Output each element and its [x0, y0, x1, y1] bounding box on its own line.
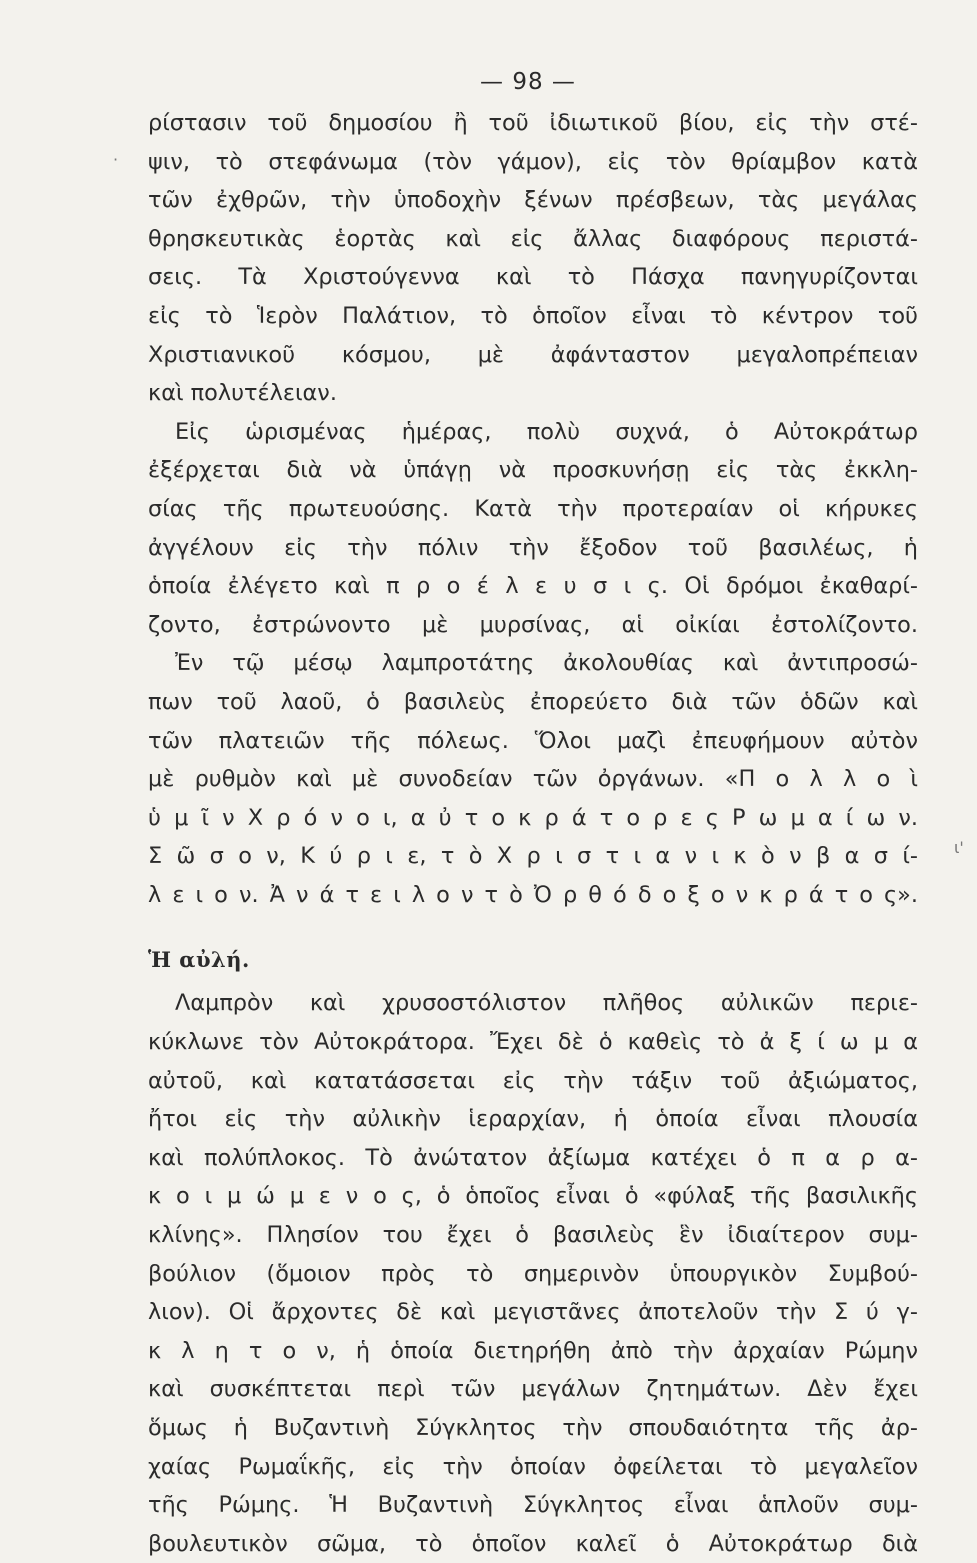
text-line: σίας τῆς πρωτευούσης. Κατὰ τὴν προτεραίαν οἱ κήρυκες	[148, 495, 918, 522]
section-gap	[148, 914, 918, 940]
text-line: Λαμπρὸν καὶ χρυσοστόλιστον πλῆθος αὐλικῶν περιε-	[175, 990, 918, 1017]
text-line: χαίας Ρωμαΐκῆς, εἰς τὴν ὁποίαν ὀφείλεται τὸ μεγαλεῖον	[148, 1453, 918, 1480]
margin-mark-right: ι'	[954, 838, 964, 857]
text-line: καὶ πολυτέλειαν.	[148, 380, 337, 407]
section-heading: Ἡ αὐλή.	[148, 947, 250, 973]
text-line: ὑ μ ῖ ν Χ ρ ό ν ο ι, α ὐ τ ο κ ρ ά τ ο ρ ε ς Ρ ω μ α ί ω ν.	[148, 804, 918, 831]
text-line: ζοντο, ἐστρώνοντο μὲ μυρσίνας, αἱ οἰκίαι ἐστολίζοντο.	[148, 611, 918, 638]
text-line: εἰς τὸ Ἱερὸν Παλάτιον, τὸ ὁποῖον εἶναι τὸ κέντρον τοῦ	[148, 302, 918, 329]
text-line: σεις. Τὰ Χριστούγεννα καὶ τὸ Πάσχα πανηγυρίζονται	[148, 264, 918, 291]
text-line: τῆς Ρώμης. Ἡ Βυζαντινὴ Σύγκλητος εἶναι ἁπλοῦν συμ-	[148, 1492, 918, 1519]
text-line: ἤτοι εἰς τὴν αὐλικὴν ἱεραρχίαν, ἡ ὁποία εἶναι πλουσία	[148, 1106, 918, 1133]
text-line: κ ο ι μ ώ μ ε ν ο ς, ὁ ὁποῖος εἶναι ὁ «φύλαξ τῆς βασιλικῆς	[148, 1183, 918, 1210]
text-line: ἀγγέλουν εἰς τὴν πόλιν τὴν ἔξοδον τοῦ βασιλέως, ἡ	[148, 534, 918, 561]
text-line: ὁποία ἐλέγετο καὶ π ρ ο έ λ ε υ σ ι ς. Οἱ δρόμοι ἐκαθαρί-	[148, 573, 918, 600]
text-line: τῶν πλατειῶν τῆς πόλεως. Ὅλοι μαζὶ ἐπευφήμουν αὐτὸν	[148, 727, 918, 754]
text-line: ψιν, τὸ στεφάνωμα (τὸν γάμον), εἰς τὸν θρίαμβον κατὰ	[148, 148, 918, 175]
paragraph-2	[148, 413, 918, 645]
page-number: — 98 —	[480, 69, 576, 95]
text-line: Ἐν τῷ μέσῳ λαμπροτάτης ἀκολουθίας καὶ ἀντιπροσώ-	[175, 650, 918, 677]
text-line: μὲ ρυθμὸν καὶ μὲ συνοδείαν τῶν ὀργάνων. «Π ο λ λ ο ὶ	[148, 766, 918, 793]
text-line: αὐτοῦ, καὶ κατατάσσεται εἰς τὴν τάξιν τοῦ ἀξιώματος,	[148, 1067, 918, 1094]
text-line: καὶ πολύπλοκος. Τὸ ἀνώτατον ἀξίωμα κατέχει ὁ π α ρ α-	[148, 1144, 918, 1171]
text-line: κλίνης». Πλησίον του ἔχει ὁ βασιλεὺς ἓν ἰδιαίτερον συμ-	[148, 1222, 918, 1249]
paragraph-3	[148, 644, 918, 914]
text-line: τῶν ἐχθρῶν, τὴν ὑποδοχὴν ξένων πρέσβεων, τὰς μεγάλας	[148, 187, 918, 214]
text-line: ὅμως ἡ Βυζαντινὴ Σύγκλητος τὴν σπουδαιότητα τῆς ἀρ-	[148, 1415, 918, 1441]
text-line: κ λ η τ ο ν, ἡ ὁποία διετηρήθη ἀπὸ τὴν ἀρχαίαν Ρώμην	[148, 1337, 918, 1364]
text-line: ἐξέρχεται διὰ νὰ ὑπάγῃ νὰ προσκυνήσῃ εἰς τὰς ἐκκλη-	[148, 457, 918, 484]
book-page	[148, 60, 918, 1557]
text-line: θρησκευτικὰς ἑορτὰς καὶ εἰς ἄλλας διαφόρους περιστά-	[148, 225, 918, 252]
text-line: κύκλωνε τὸν Αὐτοκράτορα. Ἔχει δὲ ὁ καθεὶς τὸ ἀ ξ ί ω μ α	[148, 1029, 918, 1056]
text-line: βούλιον (ὅμοιον πρὸς τὸ σημερινὸν ὑπουργικὸν Συμβού-	[148, 1260, 918, 1287]
text-line: Σ ῶ σ ο ν, Κ ύ ρ ι ε, τ ὸ Χ ρ ι σ τ ι α ν ι κ ὸ ν β α σ ί-	[148, 843, 918, 870]
text-line: πων τοῦ λαοῦ, ὁ βασιλεὺς ἐπορεύετο διὰ τῶν ὁδῶν καὶ	[148, 688, 918, 715]
paragraph-4	[148, 984, 918, 1563]
text-line: λιον). Οἱ ἄρχοντες δὲ καὶ μεγιστᾶνες ἀποτελοῦν τὴν Σ ύ γ-	[148, 1299, 918, 1326]
text-line: Χριστιανικοῦ κόσμου, μὲ ἀφάνταστον μεγαλοπρέπειαν	[148, 341, 918, 368]
text-line: λ ε ι ο ν. Ἀ ν ά τ ε ι λ ο ν τ ὸ Ὀ ρ θ ό δ ο ξ ο ν κ ρ ά τ ο ς».	[148, 881, 918, 908]
text-line: ρίστασιν τοῦ δημοσίου ἢ τοῦ ἰδιωτικοῦ βίου, εἰς τὴν στέ-	[148, 110, 918, 136]
text-line: Εἰς ὡρισμένας ἡμέρας, πολὺ συχνά, ὁ Αὐτοκράτωρ	[175, 418, 918, 445]
margin-dot: ·	[113, 150, 119, 169]
paragraph-1	[148, 104, 918, 413]
text-line: καὶ συσκέπτεται περὶ τῶν μεγάλων ζητημάτων. Δὲν ἔχει	[148, 1376, 918, 1403]
text-line: βουλευτικὸν σῶμα, τὸ ὁποῖον καλεῖ ὁ Αὐτοκράτωρ διὰ	[148, 1530, 918, 1557]
